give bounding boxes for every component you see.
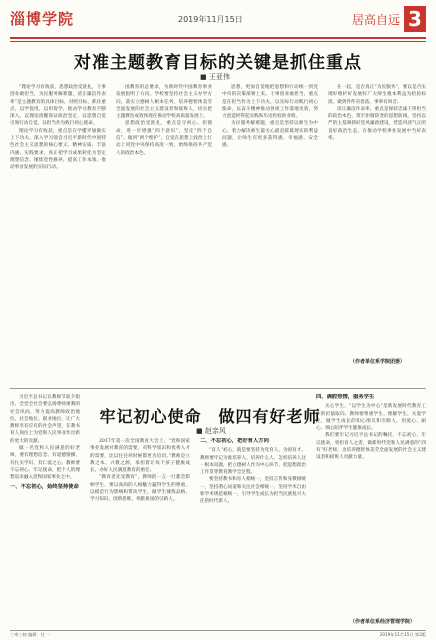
article2-subhead-1: 一、不忘初心，始终坚持使命	[10, 483, 79, 490]
article2-byline: ■ 赵亲风	[196, 427, 226, 435]
footer-date: 2019年11月15日 第3版	[379, 632, 426, 637]
article1-column-2: 国教育的总要求，为新时代中国教育事业发展指明了方向。学校要坚持社会主义办学方向，落实立德树人根本任务，培养德智体美劳全面发展的社会主义建设者和接班人，切实把主题教育成效体现在推动学校高质量发展上。 思想政治受洗礼，重点是守初心、担使命，进一步增强“四个意识”、坚定“四个自信”、做到“两个维护”，自觉在思想上政治上行动上同党中央保持高度一致，始终保持共产党人的政治本色。	[116, 85, 212, 156]
masthead	[10, 6, 426, 36]
article2-column-4: 四、满腔热情，服务学生 关心学生，“以学生为中心”是新发展时代教育工作的价值取向。教师要尊重学生、理解学生、关爱学生，做学生成长的知心朋友和引路人，用爱心、耐心、细心陪伴学生健康成长。 我们要牢记习近平总书记的嘱托，不忘初心、牢记使命，勇担育人之责，做新时代党和人民满意的“四有”好老师，为培养德智体美劳全面发展的社会主义建设者和接班人贡献力量。	[316, 394, 426, 461]
article-divider	[10, 388, 426, 389]
article2-column-3: 二、不忘初心，把好育人方向 “育人”初心，就是要坚持为党育人、为国育才。教师要牢记为谁培养人、培养什么人、怎样培养人这一根本问题，把立德树人作为中心环节，把思想政治工作贯穿教育教学全过程。 要坚持教书和育人相统一，坚持言传和身教相统一，坚持潜心问道和关注社会相统一，坚持学术自由和学术规范相统一，引导学生成长为担当民族复兴大任的时代新人。	[200, 438, 306, 505]
article2-subhead-3: 四、满腔热情，服务学生	[316, 394, 375, 400]
article2-author-note: （作者单位系经济管理学院）	[350, 619, 416, 625]
article2-column-2: 2017年第一次全国教育大会上，“党和国家事业发展对教育的需要、对科学知识和优秀人才的需要，比以往任何时候都更为迫切。”教师是立教之本、兴教之源，承担着让每个孩子健康成长、办好人民满意教育的重任。 “教育者先受教育”，教师的一言一行都会影响学生，要以高尚的人格魅力赢得学生的尊重，以模范行为影响和带动学生，做学生锤炼品格、学习知识、创新思维、奉献祖国的引路人。	[90, 439, 190, 503]
newspaper-name: 淄博学院	[10, 10, 75, 28]
article1-headline: 对准主题教育目标的关键是抓住重点	[74, 53, 362, 73]
issue-date: 2019年11月15日	[178, 15, 243, 24]
article1-author-note: （作者单位系学院团委）	[350, 359, 406, 365]
footer-editor: 三审三校 编辑：任 一	[10, 632, 51, 637]
page-footer	[10, 630, 426, 638]
page-number: 3	[404, 6, 426, 32]
article2-headline: 牢记初心使命 做四有好老师	[99, 407, 321, 426]
article2-subhead-2: 二、不忘初心，把好育人方向	[200, 438, 269, 444]
masthead-rule	[10, 37, 426, 39]
article1-column-3: 思想，更加自觉地把思想和行动统一到党中央的决策部署上来。干事创业敢担当，重点是在担当作为上下功夫，以实际行动践行初心使命，以奋斗精神推动各项工作落地见效，努力创造经得起实践和历史检验的业绩。 为民服务解难题，重点是坚持以师生为中心，着力解决师生最关心最直接最现实的利益问题，让师生有更多获得感、幸福感、安全感。	[222, 85, 318, 149]
article2-column-1: 习近平总书记在教师节前夕指出，全党全社会要弘扬尊师重教的社会风尚，努力提高教师政治地位、社会地位、职业地位，让广大教师享有应有的社会声望，在教书育人岗位上为党和人民事业作出新的更大的贡献。 做一名党和人民满意的好老师，要有理想信念、有道德情操、有扎实学识、有仁爱之心。教师要不忘初心、牢记使命，把个人的理想追求融入党和国家事业之中。 一、不忘初心，始终坚持使命	[10, 395, 80, 490]
article1-column-4: 在一起，是否真正“为民服务”，要以是否实现好维护好发展好广大师生根本利益为检验标准，做到件件有着落、事事有回音。 清正廉洁作表率，重点是保持忠诚干净担当的政治本色，筑牢拒腐防变的思想防线，坚持以严的主基调抓好党风廉政建设，营造风清气正的良好政治生态，在推动学校事业发展中当好表率。	[328, 85, 426, 142]
article1-column-1: “理论学习有收获，思想政治受洗礼，干事创业敢担当，为民服务解难题，清正廉洁作表率”是主题教育的具体目标。对照目标，抓住重点，以学促用，以用促学，推动学习教育不断深入，以理论清醒保证政治坚定，以思想自觉引领行动自觉，以担当作为践行初心使命。 理论学习有收获，重点是在学懂弄通做实上下功夫。深入学习领会习近平新时代中国特色社会主义思想的核心要义、精神实质、丰富内涵、实践要求，真正把学习成果转化为坚定理想信念、锤炼党性修养、提高工作本领、推动事业发展的实际行动。	[10, 85, 106, 171]
masthead-rule-thin	[10, 41, 426, 42]
section-title: 居高自远	[351, 13, 400, 27]
article1-byline: ■ 王亚伟	[200, 73, 230, 81]
